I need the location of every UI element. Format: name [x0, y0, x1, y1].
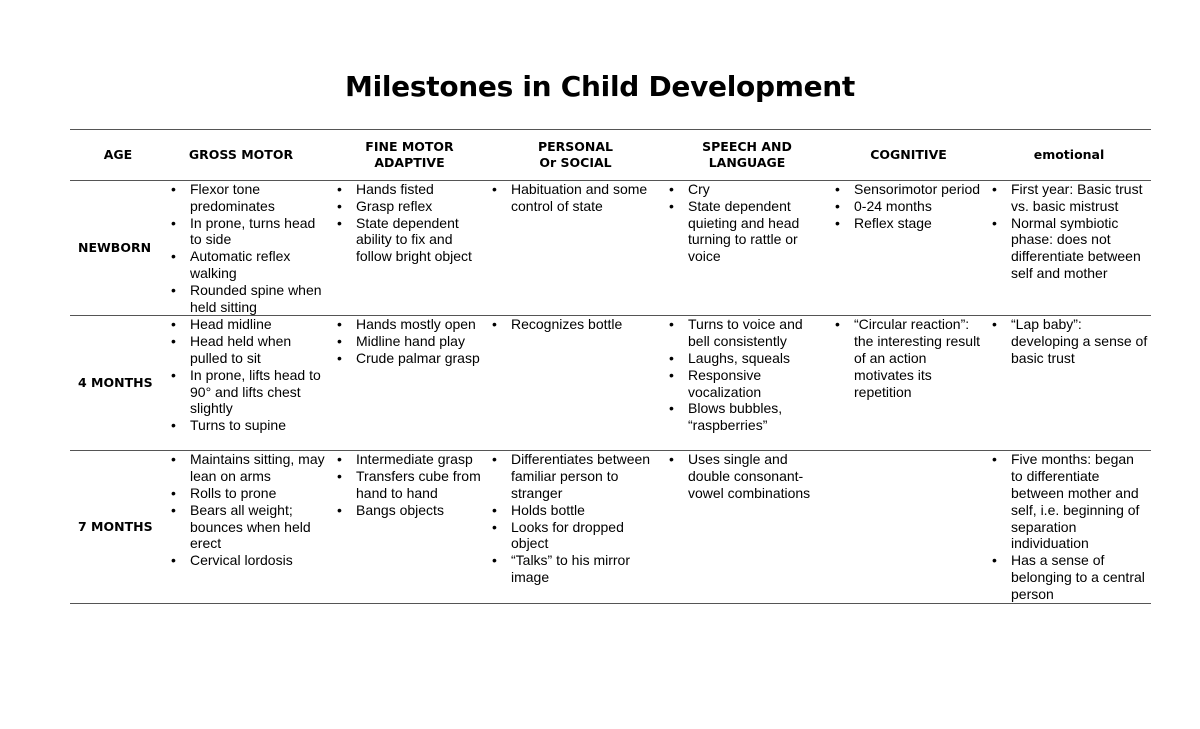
- speech-language-cell: [664, 451, 830, 603]
- list-item: • Midline hand play: [334, 333, 485, 350]
- list-item: • Responsive vocalization: [666, 367, 828, 401]
- list-item: • Intermediate grasp: [334, 451, 485, 468]
- list-item: • State dependent ability to fix and follow bright object: [334, 215, 485, 265]
- personal-social-cell: [487, 316, 664, 451]
- fine-motor-cell: [332, 316, 487, 451]
- gross-motor-cell: [166, 316, 332, 451]
- list-item: • Holds bottle: [489, 502, 662, 519]
- list-item: • Blows bubbles, “raspberries”: [666, 400, 828, 434]
- table-row: [70, 181, 1151, 316]
- personal-social-cell: [487, 181, 664, 316]
- fine-motor-cell: [332, 181, 487, 316]
- gross-motor-cell: [166, 181, 332, 316]
- list-item: • 0-24 months: [832, 198, 985, 215]
- emotional-cell: [987, 181, 1151, 316]
- list-item: • Crude palmar grasp: [334, 350, 485, 367]
- list-item: • Rounded spine when held sitting: [168, 282, 330, 316]
- header-gross-motor: GROSS MOTOR: [166, 130, 332, 181]
- list-item: • Reflex stage: [832, 215, 985, 232]
- list-item: • Sensorimotor period: [832, 181, 985, 198]
- cognitive-cell: [830, 181, 987, 316]
- list-item: • Head held when pulled to sit: [168, 333, 330, 367]
- list-item: • Laughs, squeals: [666, 350, 828, 367]
- list-item: • State dependent quieting and head turning to rattle or voice: [666, 198, 828, 265]
- list-item: • Recognizes bottle: [489, 316, 662, 333]
- header-personal-social: PERSONAL Or SOCIAL: [487, 130, 664, 181]
- cognitive-cell: [830, 451, 987, 603]
- table-row: [70, 316, 1151, 451]
- list-item: • Hands fisted: [334, 181, 485, 198]
- header-cognitive: COGNITIVE: [830, 130, 987, 181]
- header-speech-language: SPEECH AND LANGUAGE: [664, 130, 830, 181]
- age-cell: NEWBORN: [70, 181, 166, 316]
- list-item: • Flexor tone predominates: [168, 181, 330, 215]
- list-item: • Five months: began to differentiate between mother and self, i.e. beginning of separation individuation: [989, 451, 1149, 552]
- list-item: • Automatic reflex walking: [168, 248, 330, 282]
- fine-motor-cell: [332, 451, 487, 603]
- list-item: • Normal symbiotic phase: does not differentiate between self and mother: [989, 215, 1149, 282]
- list-item: • Uses single and double consonant-vowel combinations: [666, 451, 828, 501]
- speech-language-cell: [664, 181, 830, 316]
- list-item: • Habituation and some control of state: [489, 181, 662, 215]
- list-item: • In prone, lifts head to 90° and lifts chest slightly: [168, 367, 330, 417]
- list-item: • Looks for dropped object: [489, 519, 662, 553]
- header-fine-motor: FINE MOTOR ADAPTIVE: [332, 130, 487, 181]
- emotional-cell: [987, 451, 1151, 603]
- personal-social-cell: [487, 451, 664, 603]
- list-item: • Cervical lordosis: [168, 552, 330, 569]
- list-item: • Differentiates between familiar person to stranger: [489, 451, 662, 501]
- list-item: • First year: Basic trust vs. basic mistrust: [989, 181, 1149, 215]
- gross-motor-cell: [166, 451, 332, 603]
- header-row: [70, 130, 1151, 181]
- list-item: • Has a sense of belonging to a central person: [989, 552, 1149, 602]
- page-title: Milestones in Child Development: [345, 70, 855, 103]
- list-item: • Cry: [666, 181, 828, 198]
- list-item: • “Talks” to his mirror image: [489, 552, 662, 586]
- age-cell: 7 MONTHS: [70, 451, 166, 603]
- header-age: AGE: [70, 130, 166, 181]
- speech-language-cell: [664, 316, 830, 451]
- list-item: • Bears all weight; bounces when held erect: [168, 502, 330, 552]
- list-item: • “Lap baby”: developing a sense of basic trust: [989, 316, 1149, 366]
- list-item: • Hands mostly open: [334, 316, 485, 333]
- milestones-table: [70, 129, 1151, 604]
- emotional-cell: [987, 316, 1151, 451]
- list-item: • Turns to supine: [168, 417, 330, 434]
- age-cell: 4 MONTHS: [70, 316, 166, 451]
- cognitive-cell: [830, 316, 987, 451]
- list-item: • Transfers cube from hand to hand: [334, 468, 485, 502]
- header-emotional: emotional: [987, 130, 1151, 181]
- list-item: • Rolls to prone: [168, 485, 330, 502]
- list-item: • “Circular reaction”: the interesting result of an action motivates its repetition: [832, 316, 985, 400]
- list-item: • In prone, turns head to side: [168, 215, 330, 249]
- list-item: • Bangs objects: [334, 502, 485, 519]
- list-item: • Turns to voice and bell consistently: [666, 316, 828, 350]
- list-item: • Maintains sitting, may lean on arms: [168, 451, 330, 485]
- list-item: • Grasp reflex: [334, 198, 485, 215]
- table-row: [70, 451, 1151, 603]
- list-item: • Head midline: [168, 316, 330, 333]
